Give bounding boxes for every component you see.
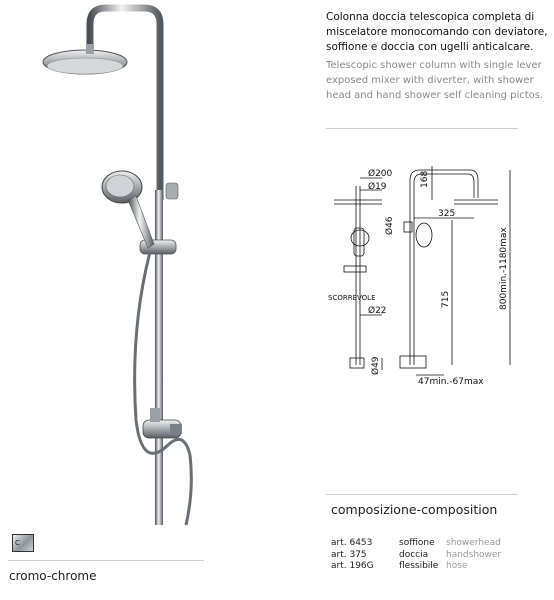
dim-head-height: 168 <box>420 170 430 188</box>
article-code: art. 375 <box>331 549 367 560</box>
part-name-it: doccia <box>399 549 429 560</box>
part-name-en: hose <box>446 561 468 571</box>
dim-hand-shower-diameter: Ø46 <box>385 216 395 235</box>
finish-label: cromo-chrome <box>9 569 97 583</box>
article-code: art. 196G <box>331 561 374 571</box>
dim-sliding-label: SCORREVOLE <box>328 294 376 302</box>
dim-shower-head-diameter: Ø200 <box>368 169 393 179</box>
list-item <box>331 550 501 562</box>
composition-title: composizione-composition <box>331 502 498 517</box>
dim-arm-length: 325 <box>438 209 456 219</box>
part-name-en: handshower <box>446 549 502 560</box>
description-english: Telescopic shower column with single lever exposed mixer with diverter, with shower head and hand shower self cleaning pictos. <box>326 60 544 101</box>
list-item <box>331 538 501 550</box>
divider <box>326 494 518 495</box>
list-item <box>331 561 501 573</box>
description-italian: Colonna doccia telescopica completa di miscelatore monocomando con deviatore, soffione e doccia con ugelli anticalcare. <box>326 11 548 53</box>
hand-shower <box>102 171 154 248</box>
dim-width-range: 47min.-67max <box>418 377 484 387</box>
technical-drawing <box>320 160 520 390</box>
shower-head <box>43 44 127 74</box>
divider <box>8 560 204 561</box>
dim-column-diameter: Ø19 <box>368 182 387 192</box>
dim-bar-diameter: Ø22 <box>368 306 387 316</box>
article-code: art. 6453 <box>331 538 373 548</box>
dim-mixer-diameter: Ø49 <box>371 356 381 375</box>
dim-height-range: 800min.-1180max <box>499 227 509 310</box>
finish-swatch: C <box>12 534 34 552</box>
part-name-it: flessibile <box>399 561 439 571</box>
composition-list <box>331 538 501 573</box>
part-name-it: soffione <box>399 538 435 548</box>
part-name-en: showerhead <box>446 538 501 548</box>
divider <box>326 128 518 129</box>
dim-height-715: 715 <box>441 290 451 308</box>
